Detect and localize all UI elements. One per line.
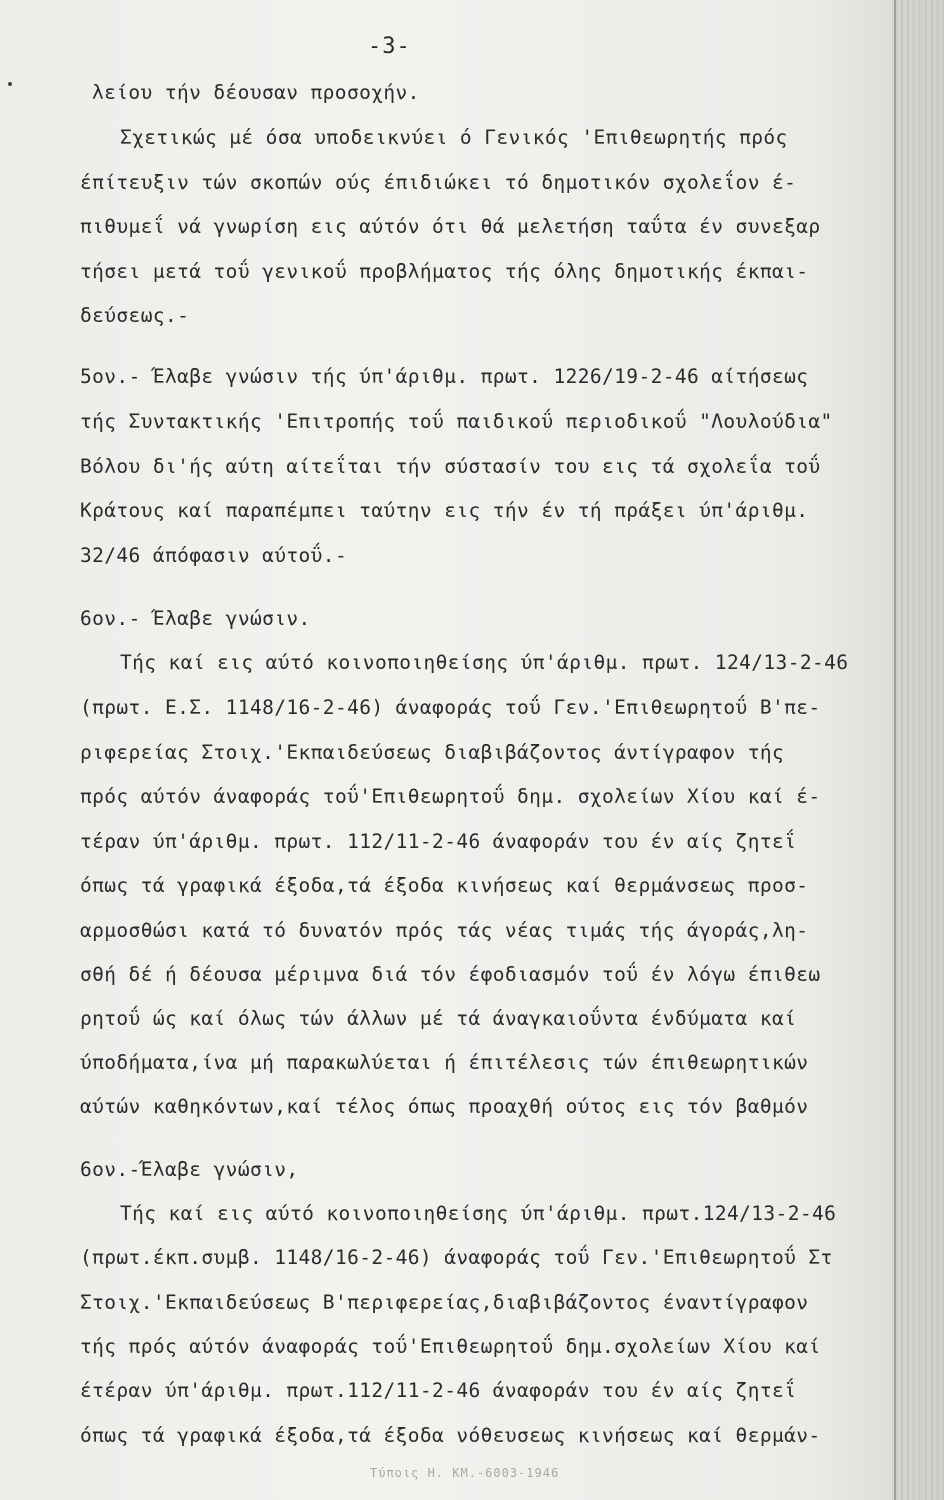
binding-edge-shadow bbox=[892, 0, 944, 1500]
text-line-1: λείου τήν δέουσαν προσοχήν. bbox=[92, 81, 420, 104]
text-line-4: πιθυμεΐ νά γνωρίση εις αύτόν ότι θά μελετήση ταΰτα έν συνεξαρ bbox=[80, 215, 821, 238]
text-line-28: τής πρός αύτόν άναφοράς τοΰ'Επιθεωρητοΰ δημ.σχολείων Χίου καί bbox=[80, 1335, 821, 1358]
text-line-2: Σχετικώς μέ όσα υποδεικνύει ό Γενικός 'Επιθεωρητής πρός bbox=[120, 126, 788, 149]
text-line-15: ριφερείας Στοιχ.'Εκπαιδεύσεως διαβιβάζοντος άντίγραφον τής bbox=[80, 741, 785, 764]
text-line-13: Τής καί εις αύτό κοινοποιηθείσης ύπ'άριθμ. πρωτ. 124/13-2-46 bbox=[120, 651, 849, 674]
scan-speck bbox=[8, 82, 12, 86]
text-line-23: αύτών καθηκόντων,καί τέλος όπως προαχθή ούτος εις τόν βαθμόν bbox=[80, 1095, 809, 1118]
text-line-25: Τής καί εις αύτό κοινοποιηθείσης ύπ'άριθμ. πρωτ.124/13-2-46 bbox=[120, 1202, 837, 1225]
page-number: -3- bbox=[368, 34, 411, 59]
text-line-6: δεύσεως.- bbox=[80, 304, 190, 327]
text-line-8: τής Συντακτικής 'Επιτροπής τοΰ παιδικοΰ περιοδικοΰ "Λουλούδια" bbox=[80, 410, 833, 433]
text-line-29: έτέραν ύπ'άριθμ. πρωτ.112/11-2-46 άναφοράν του έν αίς ζητεΐ bbox=[80, 1379, 797, 1402]
text-line-30: όπως τά γραφικά έξοδα,τά έξοδα νόθευσεως κινήσεως καί θερμάν- bbox=[80, 1424, 821, 1447]
text-line-14: (πρωτ. Ε.Σ. 1148/16-2-46) άναφοράς τοΰ Γεν.'Επιθεωρητοΰ Β'πε- bbox=[80, 696, 821, 719]
print-stamp: Τύποις Η. ΚΜ.-6003-1946 bbox=[370, 1466, 560, 1480]
text-line-10: Κράτους καί παραπέμπει ταύτην εις τήν έν τή πράξει ύπ'άριθμ. bbox=[80, 499, 809, 522]
text-line-3: έπίτευξιν τών σκοπών ούς έπιδιώκει τό δημοτικόν σχολεΐον έ- bbox=[80, 171, 797, 194]
text-line-7: 5ον.- Έλαβε γνώσιν τής ύπ'άριθμ. πρωτ. 1226/19-2-46 αίτήσεως bbox=[80, 365, 809, 388]
text-line-24: 6ον.-Έλαβε γνώσιν, bbox=[80, 1158, 299, 1181]
text-line-21: ρητοΰ ώς καί όλως τών άλλων μέ τά άναγκαιοΰντα ένδύματα καί bbox=[80, 1007, 797, 1030]
text-line-9: Βόλου δι'ής αύτη αίτεΐται τήν σύστασίν του εις τά σχολεΐα τοΰ bbox=[80, 455, 821, 478]
binding-line bbox=[894, 0, 896, 1500]
text-line-11: 32/46 άπόφασιν αύτοΰ.- bbox=[80, 544, 348, 567]
text-line-26: (πρωτ.έκπ.συμβ. 1148/16-2-46) άναφοράς τοΰ Γεν.'Επιθεωρητοΰ Στ bbox=[80, 1246, 833, 1269]
text-line-27: Στοιχ.'Εκπαιδεύσεως Β'περιφερείας,διαβιβάζοντος έναντίγραφον bbox=[80, 1291, 809, 1314]
text-line-22: ύποδήματα,ίνα μή παρακωλύεται ή έπιτέλεσις τών έπιθεωρητικών bbox=[80, 1051, 809, 1074]
text-line-18: όπως τά γραφικά έξοδα,τά έξοδα κινήσεως καί θερμάνσεως προσ- bbox=[80, 874, 809, 897]
text-line-5: τήσει μετά τοΰ γενικοΰ προβλήματος τής όλης δημοτικής έκπαι- bbox=[80, 260, 809, 283]
text-line-20: σθή δέ ή δέουσα μέριμνα διά τόν έφοδιασμόν τοΰ έν λόγω έπιθεω bbox=[80, 963, 821, 986]
text-line-17: τέραν ύπ'άριθμ. πρωτ. 112/11-2-46 άναφοράν του έν αίς ζητεΐ bbox=[80, 830, 797, 853]
text-line-19: αρμοσθώσι κατά τό δυνατόν πρός τάς νέας τιμάς τής άγοράς,λη- bbox=[80, 919, 809, 942]
text-line-16: πρός αύτόν άναφοράς τοΰ'Επιθεωρητοΰ δημ. σχολείων Χίου καί έ- bbox=[80, 785, 821, 808]
text-line-12: 6ον.- Έλαβε γνώσιν. bbox=[80, 607, 311, 630]
